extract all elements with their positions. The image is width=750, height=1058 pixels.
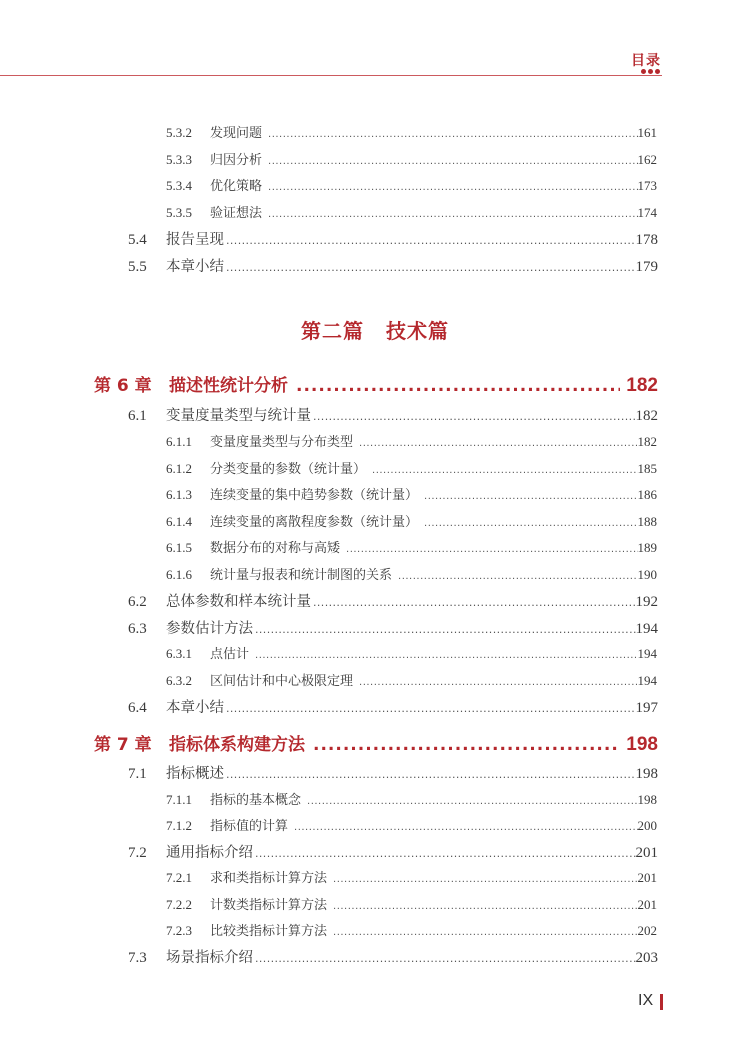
- toc-entry-title: 求和类指标计算方法: [210, 871, 328, 886]
- toc-entry-number: 6.1.1: [166, 434, 192, 449]
- toc-entry-title: 数据分布的对称与高矮: [210, 541, 341, 556]
- toc-entry-number: 7.1.2: [166, 818, 192, 833]
- toc-entry-number: 7.2.1: [166, 870, 192, 885]
- toc-entry-page: 194: [637, 646, 657, 661]
- toc-entry-number: 5.4: [128, 232, 147, 248]
- toc-entry-title: 验证想法: [210, 206, 263, 221]
- toc-entry-page: 188: [637, 514, 657, 529]
- toc-entry-page: 179: [635, 259, 658, 275]
- toc-entry-5-3-4[interactable]: [166, 175, 657, 195]
- toc-entry-number: 6.1.6: [166, 567, 192, 582]
- toc-entry-page: 198: [635, 766, 658, 782]
- toc-entry-title: 比较类指标计算方法: [210, 924, 328, 939]
- toc-entry-number: 6.1.5: [166, 540, 192, 555]
- toc-entry-title: 总体参数和样本统计量: [166, 594, 311, 610]
- toc-entry-7-1-1[interactable]: [166, 789, 657, 809]
- toc-entry-6-4[interactable]: [128, 696, 658, 718]
- toc-entry-number: 7.3: [128, 950, 147, 966]
- toc-entry-title: 统计量与报表和统计制图的关系: [210, 568, 393, 583]
- toc-entry-title: 连续变量的离散程度参数（统计量）: [210, 515, 419, 530]
- leader-dots: [226, 702, 636, 715]
- leader-dots: [398, 571, 637, 582]
- toc-entry-page: 201: [637, 870, 657, 885]
- toc-entry-6-1-5[interactable]: [166, 537, 657, 557]
- toc-entry-page: 192: [635, 594, 658, 610]
- toc-entry-page: 198: [637, 792, 657, 807]
- toc-entry-5-3-2[interactable]: [166, 122, 657, 142]
- leader-dots: [313, 735, 620, 755]
- leader-dots: [359, 677, 637, 688]
- leader-dots: [294, 822, 637, 833]
- toc-entry-number: 7.1.1: [166, 792, 192, 807]
- toc-entry-number: 5.3.5: [166, 205, 192, 220]
- leader-dots: [268, 182, 637, 193]
- part-title: 第二篇 技术篇: [301, 319, 449, 343]
- toc-entry-7-2-2[interactable]: [166, 894, 657, 914]
- toc-entry-title: 连续变量的集中趋势参数（统计量）: [210, 488, 419, 503]
- chapter-page: 182: [626, 375, 658, 396]
- leader-dots: [255, 650, 637, 661]
- toc-entry-page: 194: [637, 673, 657, 688]
- toc-entry-title: 指标值的计算: [210, 819, 289, 834]
- toc-entry-page: 178: [635, 232, 658, 248]
- header-dots-ornament: [641, 69, 660, 74]
- leader-dots: [255, 847, 636, 860]
- toc-entry-title: 变量度量类型与统计量: [166, 408, 311, 424]
- toc-entry-7-1-2[interactable]: [166, 815, 657, 835]
- leader-dots: [333, 874, 637, 885]
- section-header-title: 目录: [631, 53, 661, 69]
- chapter-title: 描述性统计分析: [169, 376, 288, 396]
- toc-entry-page: 202: [637, 923, 657, 938]
- toc-entry-number: 7.2: [128, 845, 147, 861]
- toc-entry-6-3[interactable]: [128, 617, 658, 639]
- toc-entry-page: 186: [637, 487, 657, 502]
- toc-entry-page: 190: [637, 567, 657, 582]
- toc-entry-number: 5.3.2: [166, 125, 192, 140]
- toc-entry-number: 5.3.3: [166, 152, 192, 167]
- toc-entry-page: 173: [637, 178, 657, 193]
- toc-entry-number: 6.4: [128, 700, 147, 716]
- toc-entry-page: 200: [637, 818, 657, 833]
- toc-chapter-6[interactable]: [94, 371, 658, 401]
- toc-entry-7-2-1[interactable]: [166, 867, 657, 887]
- leader-dots: [307, 796, 637, 807]
- toc-entry-number: 6.2: [128, 594, 147, 610]
- toc-entry-6-1-3[interactable]: [166, 484, 657, 504]
- leader-dots: [313, 410, 636, 423]
- leader-dots: [424, 518, 637, 529]
- leader-dots: [255, 952, 636, 965]
- toc-entry-page: 162: [637, 152, 657, 167]
- toc-entry-title: 归因分析: [210, 153, 263, 168]
- page-number-bar: [660, 994, 663, 1010]
- toc-entry-title: 本章小结: [166, 259, 224, 275]
- toc-entry-number: 7.2.3: [166, 923, 192, 938]
- toc-entry-title: 报告呈现: [166, 232, 224, 248]
- toc-entry-page: 161: [637, 125, 657, 140]
- toc-entry-page: 182: [637, 434, 657, 449]
- leader-dots: [333, 927, 637, 938]
- leader-dots: [296, 376, 620, 396]
- toc-entry-7-2[interactable]: [128, 841, 658, 863]
- leader-dots: [268, 209, 637, 220]
- toc-entry-number: 6.1.4: [166, 514, 192, 529]
- toc-entry-number: 6.3.2: [166, 673, 192, 688]
- toc-entry-page: 182: [635, 408, 658, 424]
- toc-entry-number: 6.1.2: [166, 461, 192, 476]
- leader-dots: [359, 438, 637, 449]
- toc-entry-5-3-5[interactable]: [166, 202, 657, 222]
- toc-entry-title: 区间估计和中心极限定理: [210, 674, 354, 689]
- toc-entry-page: 189: [637, 540, 657, 555]
- leader-dots: [424, 491, 637, 502]
- toc-entry-number: 6.3.1: [166, 646, 192, 661]
- toc-entry-5-5[interactable]: [128, 255, 658, 277]
- toc-entry-number: 5.3.4: [166, 178, 192, 193]
- chapter-title: 指标体系构建方法: [169, 735, 305, 755]
- toc-entry-6-3-2[interactable]: [166, 670, 657, 690]
- leader-dots: [226, 768, 636, 781]
- toc-entry-number: 6.1.3: [166, 487, 192, 502]
- toc-entry-title: 指标概述: [166, 766, 224, 782]
- toc-chapter-7[interactable]: [94, 730, 658, 760]
- toc-entry-number: 7.1: [128, 766, 147, 782]
- page-number: IX: [638, 992, 654, 1009]
- header-rule: [0, 75, 662, 76]
- toc-entry-number: 5.5: [128, 259, 147, 275]
- toc-entry-title: 本章小结: [166, 700, 224, 716]
- toc-entry-title: 指标的基本概念: [210, 793, 302, 808]
- toc-entry-page: 201: [637, 897, 657, 912]
- toc-entry-6-1-4[interactable]: [166, 511, 657, 531]
- toc-entry-number: 6.3: [128, 621, 147, 637]
- toc-entry-page: 174: [637, 205, 657, 220]
- leader-dots: [255, 623, 636, 636]
- toc-entry-page: 197: [635, 700, 658, 716]
- toc-entry-6-1[interactable]: [128, 404, 658, 426]
- chapter-number: 第 7 章: [94, 735, 152, 755]
- toc-entry-page: 185: [637, 461, 657, 476]
- leader-dots: [268, 129, 637, 140]
- toc-entry-title: 发现问题: [210, 126, 263, 141]
- toc-entry-number: 7.2.2: [166, 897, 192, 912]
- leader-dots: [313, 596, 636, 609]
- chapter-number: 第 6 章: [94, 376, 152, 396]
- toc-entry-number: 6.1: [128, 408, 147, 424]
- toc-entry-page: 201: [635, 845, 658, 861]
- leader-dots: [268, 156, 637, 167]
- chapter-page: 198: [626, 734, 658, 755]
- leader-dots: [346, 544, 637, 555]
- toc-entry-title: 点估计: [210, 647, 250, 662]
- toc-entry-6-2[interactable]: [128, 590, 658, 612]
- toc-entry-title: 分类变量的参数（统计量）: [210, 462, 367, 477]
- toc-entry-6-1-1[interactable]: [166, 431, 657, 451]
- toc-entry-title: 通用指标介绍: [166, 845, 253, 861]
- leader-dots: [226, 234, 636, 247]
- toc-entry-title: 场景指标介绍: [166, 950, 253, 966]
- toc-entry-7-3[interactable]: [128, 946, 658, 968]
- toc-entry-title: 参数估计方法: [166, 621, 253, 637]
- toc-entry-7-1[interactable]: [128, 762, 658, 784]
- toc-entry-6-3-1[interactable]: [166, 643, 657, 663]
- leader-dots: [226, 261, 636, 274]
- toc-entry-6-1-6[interactable]: [166, 564, 657, 584]
- leader-dots: [372, 465, 637, 476]
- toc-entry-5-4[interactable]: [128, 228, 658, 250]
- toc-entry-6-1-2[interactable]: [166, 458, 657, 478]
- leader-dots: [333, 901, 637, 912]
- toc-entry-title: 优化策略: [210, 179, 263, 194]
- toc-entry-page: 194: [635, 621, 658, 637]
- toc-entry-title: 计数类指标计算方法: [210, 898, 328, 913]
- toc-entry-5-3-3[interactable]: [166, 149, 657, 169]
- toc-entry-title: 变量度量类型与分布类型: [210, 435, 354, 450]
- toc-entry-7-2-3[interactable]: [166, 920, 657, 940]
- toc-entry-page: 203: [635, 950, 658, 966]
